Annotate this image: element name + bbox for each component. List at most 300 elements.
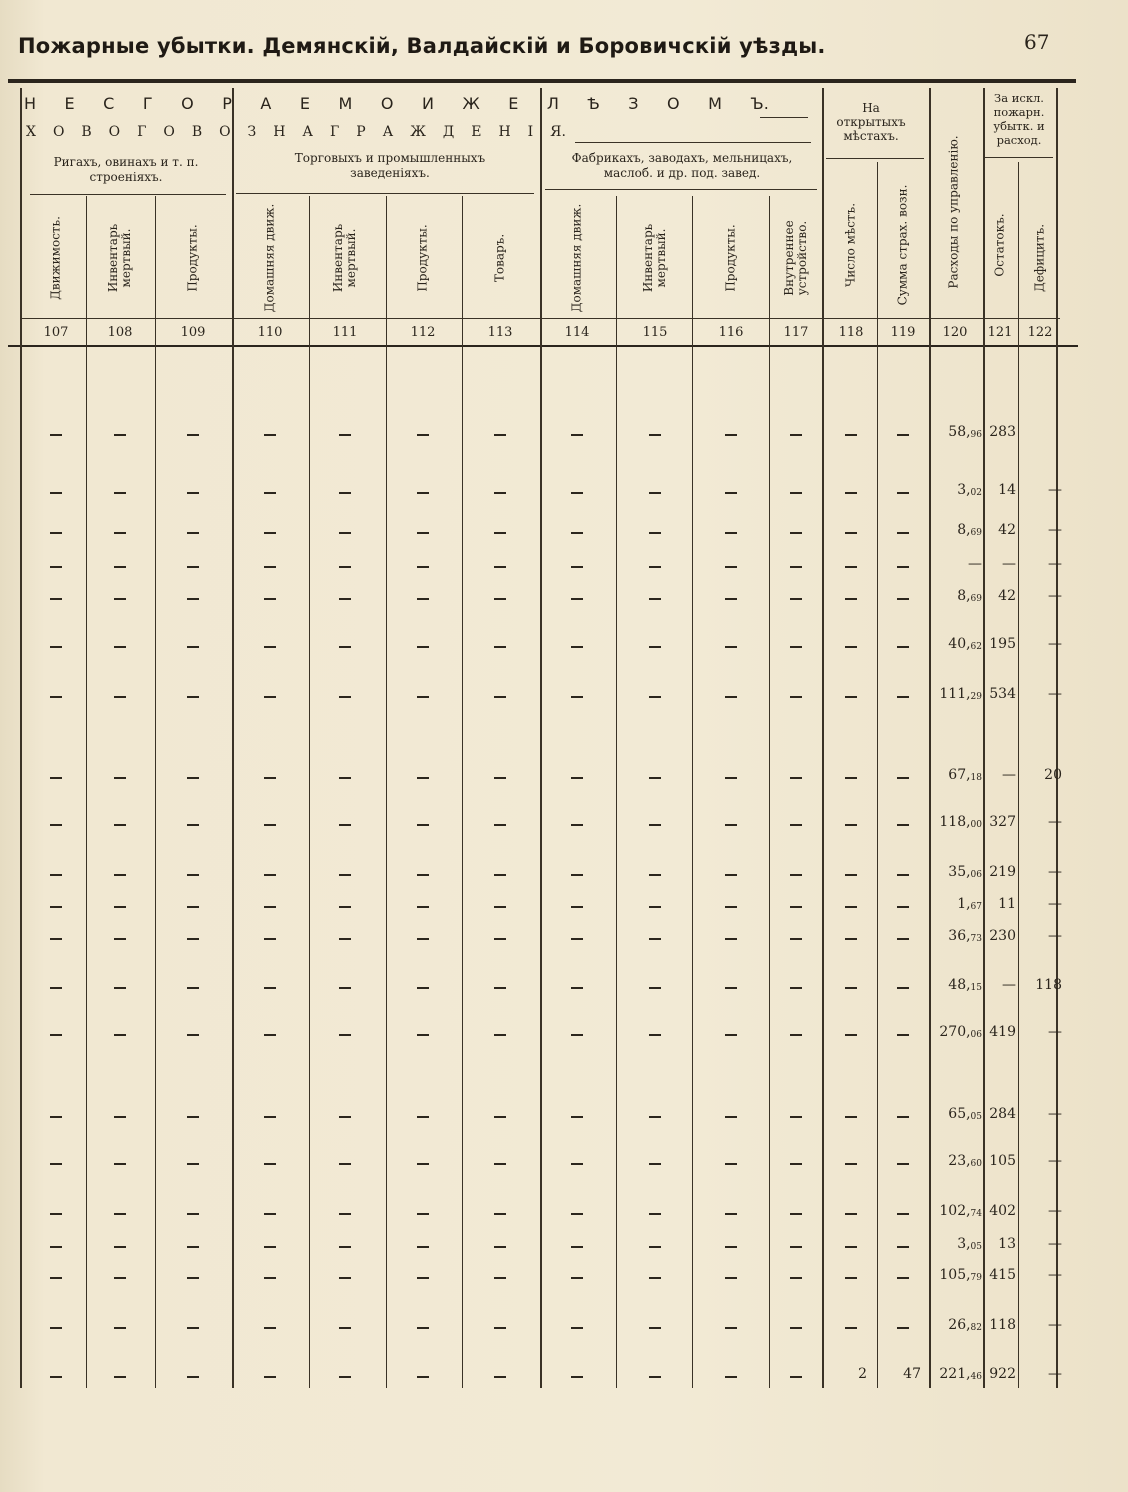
empty-cell-dash xyxy=(649,1246,661,1248)
empty-cell-dash xyxy=(50,646,62,648)
empty-cell-dash xyxy=(339,1327,351,1329)
expenses-kopecks: 29 xyxy=(970,692,982,702)
cell-expenses xyxy=(930,1153,982,1169)
empty-cell-dash xyxy=(339,1277,351,1279)
empty-cell-dash xyxy=(725,1163,737,1165)
cell-remainder: 415 xyxy=(989,1267,1016,1283)
banner1-letter: О xyxy=(380,94,394,113)
empty-cell-dash xyxy=(897,906,909,908)
cell-expenses xyxy=(930,1366,982,1382)
cell-remainder: — xyxy=(1002,556,1016,572)
column-number-118: 118 xyxy=(838,325,864,340)
empty-cell-dash xyxy=(725,1034,737,1036)
empty-cell-dash xyxy=(845,646,857,648)
group-rigah: Ригахъ, овинахъ и т. п. строенiяхъ. xyxy=(53,155,199,184)
banner1-letter: Р xyxy=(222,94,232,113)
column-divider xyxy=(462,196,463,1388)
cell-deficit: 118 xyxy=(1035,977,1062,993)
empty-cell-dash xyxy=(114,824,126,826)
empty-cell-dash xyxy=(264,598,276,600)
empty-cell-dash xyxy=(790,777,802,779)
empty-cell-dash xyxy=(845,1246,857,1248)
empty-cell-dash xyxy=(50,824,62,826)
column-label-109: Продукты. xyxy=(185,224,200,292)
empty-cell-dash xyxy=(417,532,429,534)
empty-cell-dash xyxy=(50,434,62,436)
cell-remainder: 402 xyxy=(989,1203,1016,1219)
empty-cell-dash xyxy=(50,874,62,876)
cell-deficit: — xyxy=(1048,482,1062,498)
cell-remainder: 230 xyxy=(989,928,1016,944)
empty-cell-dash xyxy=(790,987,802,989)
empty-cell-dash xyxy=(264,1376,276,1378)
cell-expenses xyxy=(930,522,982,538)
cell-expenses xyxy=(930,686,982,702)
empty-cell-dash xyxy=(114,987,126,989)
empty-cell-dash xyxy=(494,492,506,494)
cell-deficit: — xyxy=(1048,1203,1062,1219)
empty-cell-dash xyxy=(790,1376,802,1378)
banner1-letter: Г xyxy=(142,94,153,113)
column-divider xyxy=(616,196,617,1388)
group-excl-underline xyxy=(983,157,1053,158)
empty-cell-dash xyxy=(649,1213,661,1215)
empty-cell-dash xyxy=(725,1327,737,1329)
empty-cell-dash xyxy=(897,1277,909,1279)
empty-cell-dash xyxy=(114,1327,126,1329)
empty-cell-dash xyxy=(725,906,737,908)
empty-cell-dash xyxy=(114,434,126,436)
empty-cell-dash xyxy=(264,492,276,494)
empty-cell-dash xyxy=(264,1327,276,1329)
banner2-letter: Н xyxy=(273,124,286,140)
column-number-111: 111 xyxy=(332,325,358,340)
column-label-111: Инвентарь мертвый. xyxy=(331,223,358,293)
empty-cell-dash xyxy=(494,1327,506,1329)
expenses-rubles: 35, xyxy=(948,864,971,880)
empty-cell-dash xyxy=(725,777,737,779)
empty-cell-dash xyxy=(897,1034,909,1036)
expenses-kopecks: 18 xyxy=(970,773,982,783)
expenses-rubles: 58, xyxy=(948,424,971,440)
cell-remainder: 534 xyxy=(989,686,1016,702)
column-divider xyxy=(769,196,770,1388)
empty-cell-dash xyxy=(725,532,737,534)
empty-cell-dash xyxy=(264,1034,276,1036)
cell-remainder: 11 xyxy=(998,896,1016,912)
empty-cell-dash xyxy=(417,906,429,908)
banner2-letter: Г xyxy=(330,124,340,140)
banner2-letter: Н xyxy=(498,124,511,140)
cell-remainder: 105 xyxy=(989,1153,1016,1169)
expenses-kopecks: 02 xyxy=(970,488,982,498)
empty-cell-dash xyxy=(417,1034,429,1036)
expenses-rubles: 23, xyxy=(948,1153,971,1169)
empty-cell-dash xyxy=(571,1163,583,1165)
banner2-letter: В xyxy=(81,124,92,140)
column-number-112: 112 xyxy=(410,325,436,340)
column-number-116: 116 xyxy=(718,325,744,340)
empty-cell-dash xyxy=(897,1246,909,1248)
banner2-letter: О xyxy=(52,124,65,140)
cell-deficit: — xyxy=(1048,1024,1062,1040)
empty-cell-dash xyxy=(897,987,909,989)
column-number-114: 114 xyxy=(564,325,590,340)
column-divider xyxy=(540,88,542,1388)
empty-cell-dash xyxy=(571,492,583,494)
column-label-118: Число мѣстъ. xyxy=(843,202,858,288)
empty-cell-dash xyxy=(264,696,276,698)
cell-remainder: 283 xyxy=(989,424,1016,440)
banner1-letter: О xyxy=(181,94,194,113)
empty-cell-dash xyxy=(187,696,199,698)
banner2-letter: Я. xyxy=(550,124,566,140)
empty-cell-dash xyxy=(790,824,802,826)
empty-cell-dash xyxy=(790,1246,802,1248)
column-number-121: 121 xyxy=(987,325,1013,340)
empty-cell-dash xyxy=(897,1116,909,1118)
cell-expenses xyxy=(930,482,982,498)
empty-cell-dash xyxy=(50,1277,62,1279)
empty-cell-dash xyxy=(649,1277,661,1279)
cell-expenses xyxy=(930,1106,982,1122)
empty-cell-dash xyxy=(725,646,737,648)
empty-cell-dash xyxy=(339,987,351,989)
empty-cell-dash xyxy=(649,696,661,698)
cell-expenses xyxy=(930,864,982,880)
empty-cell-dash xyxy=(264,1246,276,1248)
empty-cell-dash xyxy=(114,646,126,648)
empty-cell-dash xyxy=(50,987,62,989)
cell-remainder: 922 xyxy=(989,1366,1016,1382)
expenses-kopecks: 82 xyxy=(970,1323,982,1333)
banner1-letter: Ж xyxy=(462,94,480,113)
empty-cell-dash xyxy=(845,1213,857,1215)
empty-cell-dash xyxy=(571,598,583,600)
empty-cell-dash xyxy=(187,1034,199,1036)
group-open: На открытыхъ мѣстахъ. xyxy=(836,101,906,143)
empty-cell-dash xyxy=(114,1213,126,1215)
empty-cell-dash xyxy=(417,938,429,940)
empty-cell-dash xyxy=(264,987,276,989)
column-number-110: 110 xyxy=(257,325,283,340)
expenses-kopecks: 06 xyxy=(970,1030,982,1040)
empty-cell-dash xyxy=(725,1116,737,1118)
expenses-rubles: 105, xyxy=(939,1267,971,1283)
empty-cell-dash xyxy=(725,1277,737,1279)
cell-remainder: 195 xyxy=(989,636,1016,652)
empty-cell-dash xyxy=(339,1376,351,1378)
empty-cell-dash xyxy=(264,1213,276,1215)
empty-cell-dash xyxy=(571,532,583,534)
banner1-letter: Н xyxy=(24,94,37,113)
expenses-rubles: 40, xyxy=(948,636,971,652)
empty-cell-dash xyxy=(114,906,126,908)
empty-cell-dash xyxy=(339,1163,351,1165)
column-divider xyxy=(1056,88,1058,1388)
banner1-letter: Ъ. xyxy=(750,94,769,113)
empty-cell-dash xyxy=(649,646,661,648)
cell-remainder: 419 xyxy=(989,1024,1016,1040)
cell-remainder: 327 xyxy=(989,814,1016,830)
empty-cell-dash xyxy=(571,1034,583,1036)
cell-deficit: — xyxy=(1048,1106,1062,1122)
empty-cell-dash xyxy=(264,1163,276,1165)
cell-deficit: — xyxy=(1048,928,1062,944)
empty-cell-dash xyxy=(897,696,909,698)
empty-cell-dash xyxy=(897,1327,909,1329)
empty-cell-dash xyxy=(187,777,199,779)
banner2-letter: Ж xyxy=(410,124,426,140)
cell-remainder: 13 xyxy=(998,1236,1016,1252)
empty-cell-dash xyxy=(494,1213,506,1215)
empty-cell-dash xyxy=(571,777,583,779)
empty-cell-dash xyxy=(494,696,506,698)
empty-cell-dash xyxy=(494,874,506,876)
cell-expenses xyxy=(930,588,982,604)
column-label-115: Инвентарь мертвый. xyxy=(641,223,668,293)
group-rigah-underline xyxy=(30,194,226,195)
empty-cell-dash xyxy=(114,532,126,534)
empty-cell-dash xyxy=(571,987,583,989)
banner2-letter: Г xyxy=(137,124,147,140)
cell-deficit: — xyxy=(1048,864,1062,880)
banner1-letter: А xyxy=(260,94,272,113)
empty-cell-dash xyxy=(417,646,429,648)
expenses-kopecks: 96 xyxy=(970,430,982,440)
empty-cell-dash xyxy=(649,1034,661,1036)
column-number-117: 117 xyxy=(783,325,809,340)
empty-cell-dash xyxy=(845,532,857,534)
empty-cell-dash xyxy=(339,874,351,876)
cell-remainder: 284 xyxy=(989,1106,1016,1122)
column-divider xyxy=(822,88,824,1388)
empty-cell-dash xyxy=(187,1116,199,1118)
empty-cell-dash xyxy=(264,646,276,648)
banner2-letter: О xyxy=(108,124,121,140)
empty-cell-dash xyxy=(725,434,737,436)
column-label-116: Продукты. xyxy=(723,224,738,292)
empty-cell-dash xyxy=(790,598,802,600)
column-label-119: Сумма страх. возн. xyxy=(895,184,910,306)
empty-cell-dash xyxy=(417,1277,429,1279)
empty-cell-dash xyxy=(114,598,126,600)
empty-cell-dash xyxy=(339,434,351,436)
empty-cell-dash xyxy=(494,824,506,826)
empty-cell-dash xyxy=(339,566,351,568)
empty-cell-dash xyxy=(725,696,737,698)
empty-cell-dash xyxy=(845,1277,857,1279)
empty-cell-dash xyxy=(571,1213,583,1215)
empty-cell-dash xyxy=(649,777,661,779)
empty-cell-dash xyxy=(187,566,199,568)
banner1-letter: Е xyxy=(508,94,519,113)
expenses-rubles: 65, xyxy=(948,1106,971,1122)
banner1-letter: М xyxy=(708,94,722,113)
empty-cell-dash xyxy=(790,906,802,908)
empty-cell-dash xyxy=(50,566,62,568)
empty-cell-dash xyxy=(845,906,857,908)
empty-cell-dash xyxy=(790,696,802,698)
empty-cell-dash xyxy=(114,874,126,876)
expenses-rubles: 111, xyxy=(939,686,971,702)
empty-cell-dash xyxy=(897,532,909,534)
empty-cell-dash xyxy=(50,777,62,779)
empty-cell-dash xyxy=(897,598,909,600)
cell-deficit: 20 xyxy=(1044,767,1062,783)
empty-cell-dash xyxy=(845,874,857,876)
empty-cell-dash xyxy=(725,492,737,494)
column-divider xyxy=(1018,162,1019,1388)
empty-cell-dash xyxy=(50,1376,62,1378)
expenses-rubles: 36, xyxy=(948,928,971,944)
empty-cell-dash xyxy=(725,938,737,940)
empty-cell-dash xyxy=(494,1376,506,1378)
empty-cell-dash xyxy=(845,938,857,940)
empty-cell-dash xyxy=(114,1163,126,1165)
empty-cell-dash xyxy=(649,1116,661,1118)
banner2-letter: I xyxy=(527,124,534,140)
empty-cell-dash xyxy=(417,566,429,568)
empty-cell-dash xyxy=(494,566,506,568)
empty-cell-dash xyxy=(264,874,276,876)
banner2-letter: Д xyxy=(442,124,455,140)
empty-cell-dash xyxy=(790,646,802,648)
column-divider xyxy=(155,196,156,1388)
column-divider xyxy=(983,88,985,1388)
empty-cell-dash xyxy=(790,938,802,940)
empty-cell-dash xyxy=(725,987,737,989)
empty-cell-dash xyxy=(845,1034,857,1036)
empty-cell-dash xyxy=(725,1376,737,1378)
banner1-letter: И xyxy=(421,94,434,113)
empty-cell-dash xyxy=(790,1213,802,1215)
empty-cell-dash xyxy=(494,598,506,600)
empty-cell-dash xyxy=(417,1116,429,1118)
empty-cell-dash xyxy=(790,532,802,534)
empty-cell-dash xyxy=(845,987,857,989)
empty-cell-dash xyxy=(187,1376,199,1378)
expenses-rubles: 3, xyxy=(957,1236,971,1252)
empty-cell-dash xyxy=(571,938,583,940)
banner2-letter: О xyxy=(163,124,175,140)
empty-cell-dash xyxy=(50,492,62,494)
empty-cell-dash xyxy=(725,824,737,826)
column-number-119: 119 xyxy=(890,325,916,340)
expenses-rubles: 102, xyxy=(939,1203,971,1219)
empty-cell-dash xyxy=(50,532,62,534)
empty-cell-dash xyxy=(339,1213,351,1215)
empty-cell-dash xyxy=(790,566,802,568)
empty-cell-dash xyxy=(264,566,276,568)
empty-cell-dash xyxy=(187,492,199,494)
empty-cell-dash xyxy=(264,1277,276,1279)
empty-cell-dash xyxy=(845,598,857,600)
banner1-letter: Л xyxy=(546,94,559,113)
empty-cell-dash xyxy=(50,598,62,600)
expenses-rubles: 48, xyxy=(948,977,971,993)
empty-cell-dash xyxy=(725,1246,737,1248)
empty-cell-dash xyxy=(649,434,661,436)
banner2-letter: А xyxy=(382,124,394,140)
empty-cell-dash xyxy=(114,1116,126,1118)
empty-cell-dash xyxy=(187,532,199,534)
empty-cell-dash xyxy=(725,874,737,876)
column-number-109: 109 xyxy=(180,325,206,340)
empty-cell-dash xyxy=(50,1246,62,1248)
cell-expenses xyxy=(930,767,982,783)
column-number-120: 120 xyxy=(942,325,968,340)
empty-cell-dash xyxy=(417,696,429,698)
empty-cell-dash xyxy=(339,492,351,494)
banner1-letter: С xyxy=(103,94,115,113)
cell-expenses xyxy=(930,814,982,830)
empty-cell-dash xyxy=(264,906,276,908)
column-divider xyxy=(20,88,22,1388)
banner2-letter: О xyxy=(219,124,231,140)
column-number-113: 113 xyxy=(487,325,513,340)
column-divider xyxy=(386,196,387,1388)
empty-cell-dash xyxy=(649,906,661,908)
column-label-110: Домашняя движ. xyxy=(262,203,277,313)
empty-cell-dash xyxy=(187,906,199,908)
empty-cell-dash xyxy=(417,1327,429,1329)
empty-cell-dash xyxy=(50,696,62,698)
empty-cell-dash xyxy=(264,1116,276,1118)
empty-cell-dash xyxy=(790,1163,802,1165)
empty-cell-dash xyxy=(417,598,429,600)
empty-cell-dash xyxy=(114,492,126,494)
expenses-rubles: — xyxy=(968,556,982,572)
empty-cell-dash xyxy=(649,874,661,876)
cell-deficit: — xyxy=(1048,588,1062,604)
expenses-rubles: 221, xyxy=(939,1366,971,1382)
column-number-107: 107 xyxy=(43,325,69,340)
empty-cell-dash xyxy=(494,646,506,648)
column-number-122: 122 xyxy=(1027,325,1053,340)
cell-deficit: — xyxy=(1048,814,1062,830)
empty-cell-dash xyxy=(114,938,126,940)
expenses-kopecks: 05 xyxy=(970,1242,982,1252)
expenses-rubles: 3, xyxy=(957,482,971,498)
empty-cell-dash xyxy=(845,1327,857,1329)
empty-cell-dash xyxy=(494,434,506,436)
empty-cell-dash xyxy=(571,1376,583,1378)
banner2-letter: А xyxy=(302,124,314,140)
empty-cell-dash xyxy=(50,1213,62,1215)
expenses-kopecks: 46 xyxy=(970,1372,982,1382)
empty-cell-dash xyxy=(571,434,583,436)
banner1-letter: Е xyxy=(64,94,75,113)
empty-cell-dash xyxy=(649,987,661,989)
expenses-kopecks: 79 xyxy=(970,1273,982,1283)
empty-cell-dash xyxy=(417,1376,429,1378)
expenses-rubles: 1, xyxy=(957,896,971,912)
cell-expenses xyxy=(930,1267,982,1283)
empty-cell-dash xyxy=(50,1116,62,1118)
expenses-kopecks: 69 xyxy=(970,528,982,538)
empty-cell-dash xyxy=(725,1213,737,1215)
column-number-108: 108 xyxy=(107,325,133,340)
empty-cell-dash xyxy=(725,566,737,568)
cell-remainder: — xyxy=(1002,977,1016,993)
empty-cell-dash xyxy=(494,1116,506,1118)
group-excl: За искл. пожарн. убытк. и расход. xyxy=(993,91,1045,147)
empty-cell-dash xyxy=(494,1246,506,1248)
empty-cell-dash xyxy=(494,1034,506,1036)
cell-deficit: — xyxy=(1048,1153,1062,1169)
empty-cell-dash xyxy=(845,1163,857,1165)
